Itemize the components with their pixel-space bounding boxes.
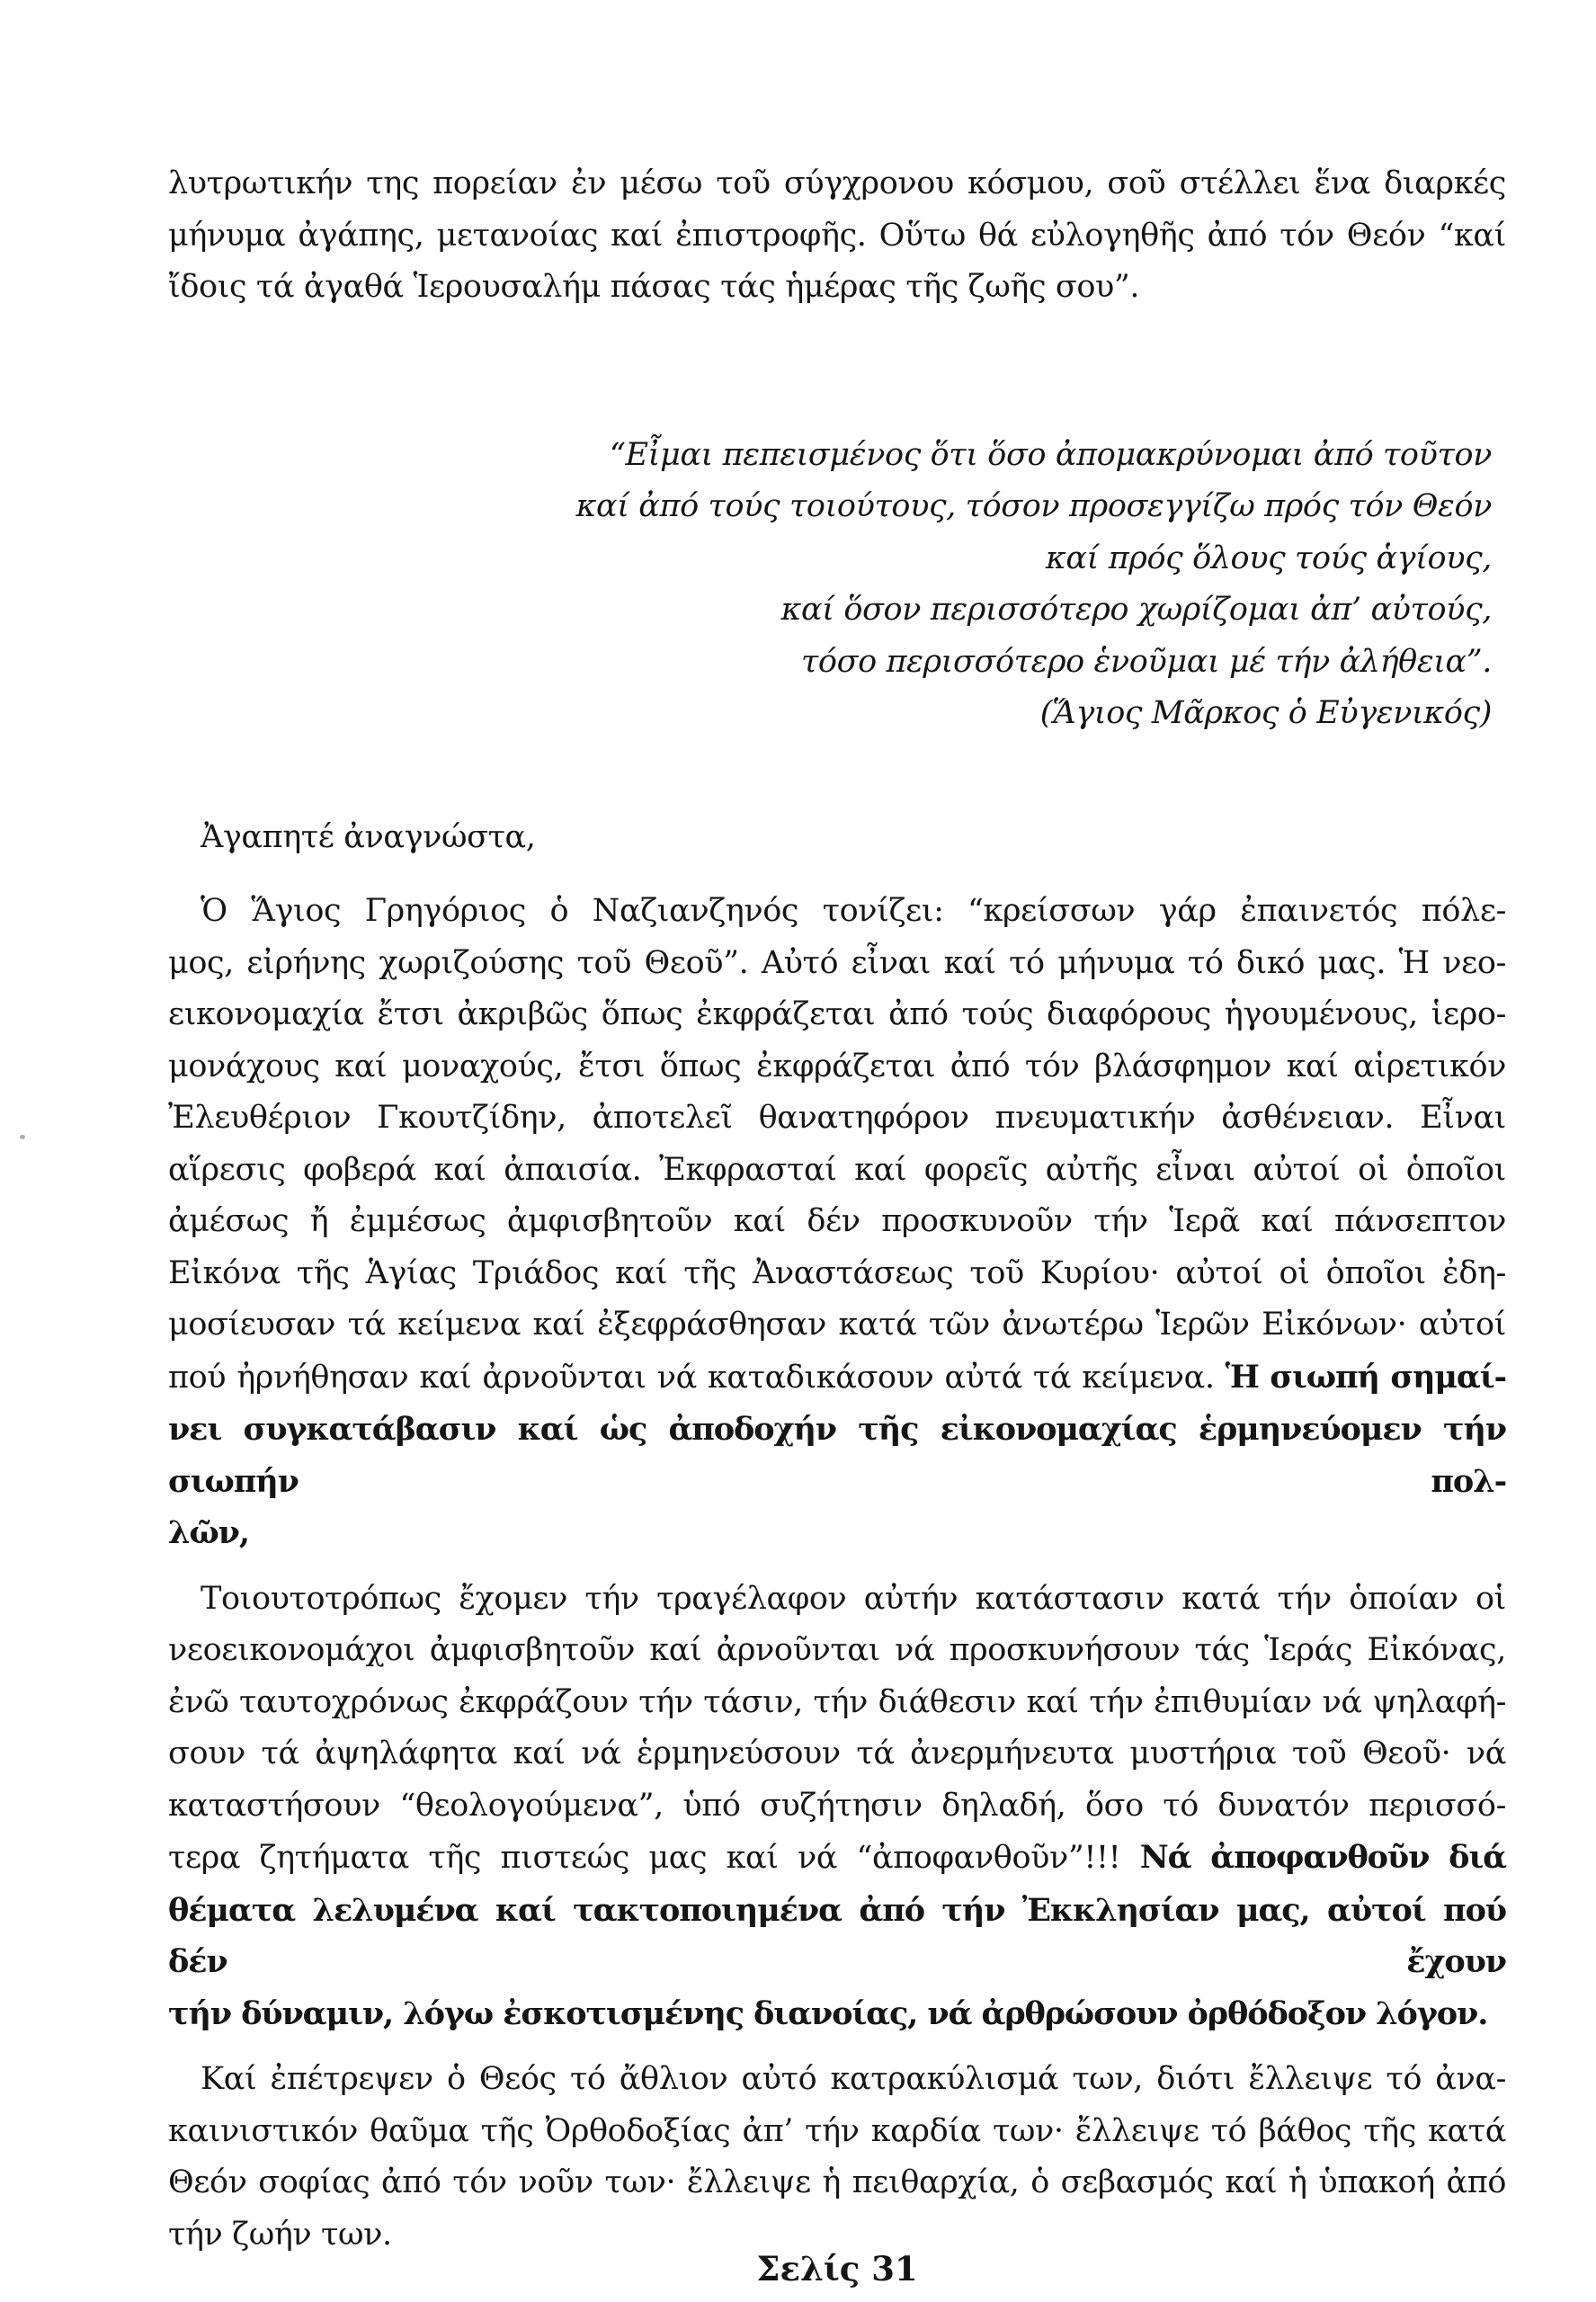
bold-text-line: λῶν, <box>168 1514 249 1551</box>
text-line: αἵρεσις φοβερά καί ἀπαισία. Ἐκφρασταί καί φορεῖς αὐτῆς εἶναι αὐτοί οἱ ὁποῖοι <box>168 1151 1506 1188</box>
text-line: Εἰκόνα τῆς Ἁγίας Τριάδος καί τῆς Ἀναστάσεως τοῦ Κυρίου· αὐτοί οἱ ὁποῖοι ἐδη- <box>168 1254 1506 1291</box>
text-line: μοσίευσαν τά κείμενα καί ἐξεφράσθησαν κατά τῶν ἀνωτέρω Ἱερῶν Εἰκόνων· αὐτοί <box>168 1307 1506 1343</box>
text-line: μονάχους καί μοναχούς, ἔτσι ὅπως ἐκφράζεται ἀπό τόν βλάσφημον καί αἱρετικόν <box>168 1048 1506 1084</box>
text-line: νεοεικονομάχοι ἀμφισβητοῦν καί ἀρνοῦνται νά προσκυνήσουν τάς Ἱεράς Εἰκόνας, <box>168 1632 1506 1668</box>
text-line: εικονομαχία ἔτσι ἀκριβῶς ὅπως ἐκφράζεται ἀπό τούς διαφόρους ἡγουμένους, ἱερο- <box>168 996 1506 1032</box>
bold-text-line: θέματα λελυμένα καί τακτοποιημένα ἀπό τήν Ἐκκλησίαν μας, αὐτοί πού δέν ἔχουν <box>168 1891 1506 1980</box>
epigraph-quote <box>168 430 1506 740</box>
text-line: ἴδοις τά ἀγαθά Ἱερουσαλήμ πάσας τάς ἡμέρας τῆς ζωῆς σου”. <box>168 269 1140 305</box>
text-line: ἐνῶ ταυτοχρόνως ἐκφράζουν τήν τάσιν, τήν διάθεσιν καί τήν ἐπιθυμίαν νά ψηλαφή- <box>168 1683 1506 1720</box>
paragraph-1 <box>168 886 1506 1559</box>
bold-text-line: νει συγκατάβασιν καί ὡς ἀποδοχήν τῆς εἰκονομαχίας ἑρμηνεύομεν τήν σιωπήν πολ- <box>168 1411 1506 1500</box>
bold-text-line: τήν δύναμιν, λόγω ἐσκοτισμένης διανοίας, νά ἀρθρώσουν ὀρθόδοξον λόγον. <box>168 1994 1488 2032</box>
salutation: Ἀγαπητέ ἀναγνώστα, <box>201 818 536 855</box>
scan-artifact-speck <box>20 1135 25 1139</box>
intro-paragraph <box>168 158 1506 314</box>
quote-line: “Εἶμαι πεπεισμένος ὅτι ὅσο ἀπομακρύνομαι ἀπό τοῦτον <box>610 436 1492 473</box>
text-column <box>168 0 1506 2261</box>
text-line: Θεόν σοφίας ἀπό τόν νοῦν των· ἔλλειψε ἡ πειθαρχία, ὁ σεβασμός καί ἡ ὑπακοή ἀπό <box>168 2164 1506 2200</box>
text-line: Καί ἐπέτρεψεν ὁ Θεός τό ἄθλιον αὐτό κατρακύλισμά των, διότι ἔλλειψε τό ἀνα- <box>201 2061 1506 2097</box>
paragraph-3 <box>168 2054 1506 2261</box>
text-line: τήν ζωήν των. <box>168 2216 392 2253</box>
quote-line: καί πρός ὅλους τούς ἁγίους, <box>1045 540 1492 576</box>
text-run: τερα ζητήματα τῆς πιστεώς μας καί νά “ἀποφανθοῦν”!!! <box>168 1840 1140 1876</box>
page-number: Σελίς 31 <box>756 2249 918 2289</box>
quote-attribution: (Ἅγιος Μᾶρκος ὁ Εὐγενικός) <box>1039 695 1492 731</box>
text-run: πού ἠρνήθησαν καί ἀρνοῦνται νά καταδικάσουν αὐτά τά κείμενα. <box>168 1359 1226 1396</box>
paragraph-2 <box>168 1574 1506 2040</box>
quote-line: καί ὅσον περισσότερο χωρίζομαι ἀπ’ αὐτούς, <box>780 592 1492 628</box>
text-line: Ὁ Ἅγιος Γρηγόριος ὁ Ναζιανζηνός τονίζει: “κρείσσων γάρ ἐπαινετός πόλε- <box>201 893 1506 929</box>
text-line: καινιστικόν θαῦμα τῆς Ὀρθοδοξίας ἀπ’ τήν καρδία των· ἔλλειψε τό βάθος τῆς κατά <box>168 2112 1506 2149</box>
text-line: λυτρωτικήν της πορείαν ἐν μέσω τοῦ σύγχρονου κόσμου, σοῦ στέλλει ἕνα διαρκές <box>168 165 1506 201</box>
text-line: Τοιουτοτρόπως ἔχομεν τήν τραγέλαφον αὐτήν κατάστασιν κατά τήν ὁποίαν οἱ <box>201 1580 1506 1617</box>
bold-text-run: Ἡ σιωπή σημαί- <box>1225 1358 1506 1396</box>
quote-line: τόσο περισσότερο ἑνοῦμαι μέ τήν ἀλήθεια”. <box>800 643 1492 680</box>
text-line: σουν τά ἀψηλάφητα καί νά ἑρμηνεύσουν τά ἀνερμήνευτα μυστήρια τοῦ Θεοῦ· νά <box>168 1735 1506 1771</box>
text-line: μήνυμα ἀγάπης, μετανοίας καί ἐπιστροφῆς. Οὕτω θά εὐλογηθῆς ἀπό τόν Θεόν “καί <box>168 217 1506 254</box>
text-line-mixed <box>168 1832 1506 1885</box>
text-line: μος, εἰρήνης χωριζούσης τοῦ Θεοῦ”. Αὐτό εἶναι καί τό μήνυμα τό δικό μας. Ἡ νεο- <box>168 944 1506 981</box>
quote-line: καί ἀπό τούς τοιούτους, τόσον προσεγγίζω πρός τόν Θεόν <box>575 488 1492 524</box>
text-line: Ἐλευθέριον Γκουτζίδην, ἀποτελεῖ θανατηφόρον πνευματικήν ἀσθένειαν. Εἶναι <box>168 1100 1506 1136</box>
bold-text-run: Νά ἀποφανθοῦν διά <box>1139 1839 1506 1876</box>
text-line-mixed <box>168 1352 1506 1405</box>
text-line: ἀμέσως ἤ ἐμμέσως ἀμφισβητοῦν καί δέν προσκυνοῦν τήν Ἱερᾶ καί πάνσεπτον <box>168 1203 1506 1239</box>
text-line: καταστήσουν “θεολογούμενα”, ὑπό συζήτησιν δηλαδή, ὅσο τό δυνατόν περισσό- <box>168 1787 1506 1824</box>
